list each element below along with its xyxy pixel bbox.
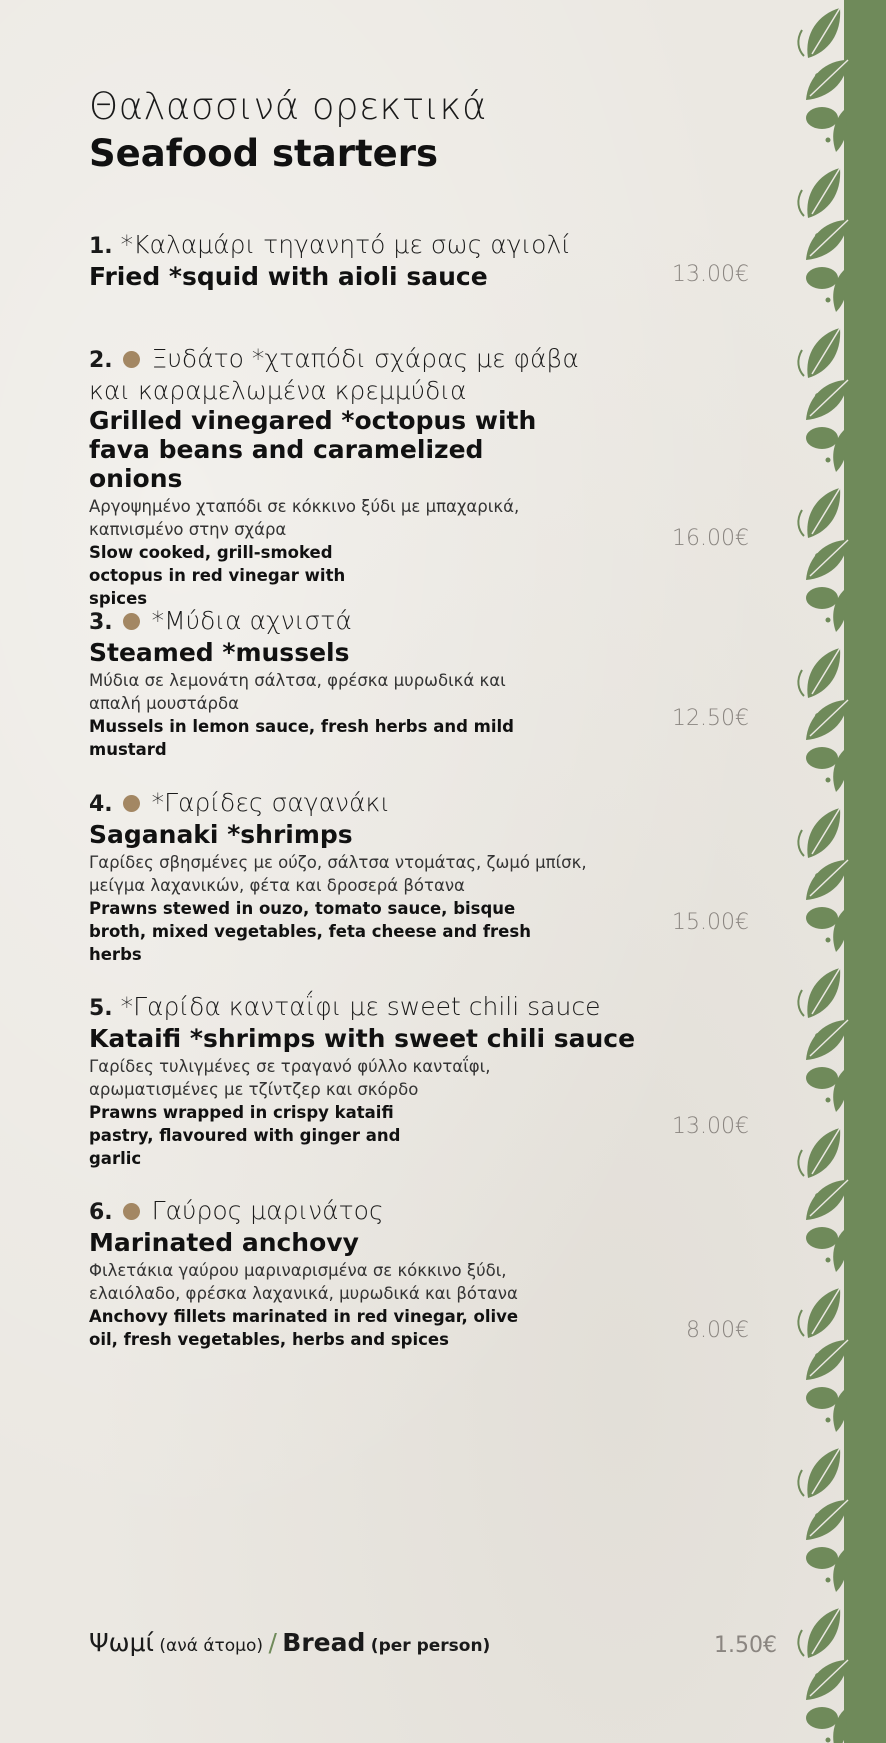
bread-line	[89, 1628, 490, 1657]
item-price: 16.00€	[672, 526, 749, 551]
item-price: 15.00€	[672, 910, 749, 935]
item-description-greek: Γαρίδες σβησμένες με ούζο, σάλτσα ντομάτας, ζωμό μπίσκ, μείγμα λαχανικών, φέτα και δροσερά βότανα	[89, 853, 587, 895]
section-title-greek: Θαλασσινά ορεκτικά	[89, 85, 487, 128]
item-price: 13.00€	[672, 262, 749, 287]
bread-note-english: (per person)	[370, 1636, 491, 1656]
menu-item-6	[89, 1196, 749, 1351]
item-description-english: Prawns stewed in ouzo, tomato sauce, bisque broth, mixed vegetables, feta cheese and fresh herbs	[89, 899, 531, 964]
item-description-greek: Αργοψημένο χταπόδι σε κόκκινο ξύδι με μπαχαρικά, καπνισμένο στην σχάρα	[89, 497, 520, 539]
signature-dot-icon	[123, 795, 140, 812]
item-price: 12.50€	[672, 706, 749, 731]
menu-item-1	[89, 230, 749, 291]
item-number: 6.	[89, 1200, 113, 1225]
menu-item-5	[89, 992, 749, 1170]
item-number: 1.	[89, 234, 113, 259]
bread-note-greek: (ανά άτομο)	[159, 1636, 264, 1656]
item-name-english: Marinated anchovy	[89, 1228, 359, 1257]
item-name-greek-text: Γαύρος μαρινάτος	[151, 1196, 384, 1225]
section-title-english: Seafood starters	[89, 132, 438, 175]
signature-dot-icon	[123, 351, 140, 368]
item-name-greek-text: *Γαρίδες σαγανάκι	[151, 788, 391, 817]
item-name-greek-text: *Μύδια αχνιστά	[151, 606, 352, 635]
item-name-greek-text: Ξυδάτο *χταπόδι σχάρας με φάβα και καραμελωμένα κρεμμύδια	[89, 344, 579, 405]
item-description-greek: Μύδια σε λεμονάτη σάλτσα, φρέσκα μυρωδικά και απαλή μουστάρδα	[89, 671, 506, 713]
item-name-english: Steamed *mussels	[89, 638, 350, 667]
item-name-greek	[89, 1196, 749, 1228]
item-price: 8.00€	[686, 1318, 749, 1343]
item-name-greek	[89, 344, 579, 406]
item-description-english: Mussels in lemon sauce, fresh herbs and mild mustard	[89, 717, 514, 759]
item-description-english: Slow cooked, grill-smoked octopus in red vinegar with spices	[89, 543, 346, 608]
item-name-english: Fried *squid with aioli sauce	[89, 262, 488, 291]
bread-price: 1.50€	[714, 1633, 777, 1658]
menu-section-header	[89, 84, 487, 178]
item-description-english: Anchovy fillets marinated in red vinegar, olive oil, fresh vegetables, herbs and spices	[89, 1307, 519, 1349]
item-number: 4.	[89, 792, 113, 817]
menu-item-3	[89, 606, 749, 761]
bread-label-greek: Ψωμί	[89, 1628, 154, 1657]
leaf-border-decoration	[778, 0, 886, 1743]
item-name-english: Saganaki *shrimps	[89, 820, 353, 849]
signature-dot-icon	[123, 613, 140, 630]
item-name-english: Grilled vinegared *octopus with fava beans and caramelized onions	[89, 406, 537, 493]
item-description-greek: Φιλετάκια γαύρου μαριναρισμένα σε κόκκινο ξύδι, ελαιόλαδο, φρέσκα λαχανικά, μυρωδικά και βότανα	[89, 1261, 518, 1303]
bread-label-english: Bread	[282, 1628, 366, 1657]
item-description-greek: Γαρίδες τυλιγμένες σε τραγανό φύλλο κανταΐφι, αρωματισμένες με τζίντζερ και σκόρδο	[89, 1057, 491, 1099]
menu-item-4	[89, 788, 749, 966]
item-name-greek	[89, 992, 749, 1024]
item-number: 5.	[89, 996, 113, 1021]
leaf-pattern-icon	[778, 0, 886, 1743]
item-name-english: Kataifi *shrimps with sweet chili sauce	[89, 1024, 636, 1053]
item-number: 2.	[89, 348, 113, 373]
menu-item-2	[89, 344, 749, 610]
signature-dot-icon	[123, 1203, 140, 1220]
item-name-greek	[89, 606, 749, 638]
item-name-greek-text: *Καλαμάρι τηγανητό με σως αγιολί	[120, 230, 571, 259]
item-name-greek-text: *Γαρίδα κανταΐφι με sweet chili sauce	[120, 992, 601, 1021]
item-name-greek	[89, 788, 749, 820]
item-description-english: Prawns wrapped in crispy kataifi pastry, flavoured with ginger and garlic	[89, 1103, 401, 1168]
item-price: 13.00€	[672, 1114, 749, 1139]
bread-separator: /	[268, 1628, 277, 1657]
item-number: 3.	[89, 610, 113, 635]
item-name-greek	[89, 230, 749, 262]
